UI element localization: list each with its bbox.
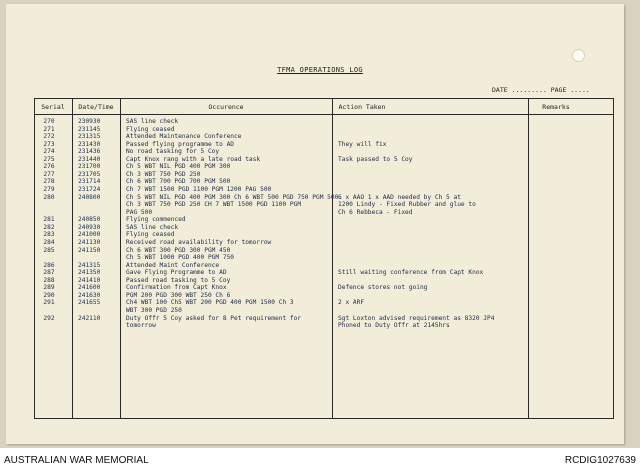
serial-number: 277 (43, 170, 55, 178)
serial-number: 271 (43, 125, 55, 133)
serial-number: 291 (43, 299, 55, 307)
action-taken-text: Task passed to 5 Coy (338, 155, 413, 163)
occurrence-text: Confirmation from Capt Knox (126, 284, 227, 292)
header-occurence: Occurence (208, 103, 244, 111)
table-right-border (613, 98, 614, 418)
occurrence-text: Attended Maint Conference (126, 261, 220, 269)
serial-number: 270 (43, 118, 55, 125)
serial-number: 286 (43, 261, 55, 269)
header-datetime: Date/Time (78, 103, 114, 111)
occurrence-text: Ch 6 WBT 300 PGD 300 PGM 450 (126, 246, 231, 254)
date-time-group: 231436 (78, 148, 101, 156)
date-time-group: 231700 (78, 163, 101, 171)
column-divider-action (528, 98, 529, 418)
serial-number: 272 (43, 133, 55, 141)
serial-number: 279 (43, 186, 55, 194)
date-time-group: 241150 (78, 246, 101, 254)
date-time-group: 241410 (78, 276, 101, 284)
occurrence-text: Flying ceased (126, 231, 175, 239)
action-taken-text: 6 x AAO 1 x AAD needed by Ch 5 at (338, 193, 461, 201)
occurrence-text: Ch 5 WBT NIL PGD 400 PGM 300 (126, 163, 231, 171)
occurrence-text: Capt Knox rang with a late road task (126, 155, 261, 163)
serial-number: 278 (43, 178, 55, 186)
serial-number: 290 (43, 291, 55, 299)
occurrence-text: Duty Offr 5 Coy asked for 8 Pet requirement for (126, 314, 302, 322)
date-time-group: 241130 (78, 238, 101, 246)
serial-number: 276 (43, 163, 55, 171)
occurrence-text: Flying commenced (126, 216, 186, 224)
date-time-group: 241630 (78, 291, 101, 299)
occurrence-text: WBT 300 PGD 250 (126, 307, 182, 314)
serial-number: 285 (43, 246, 55, 254)
action-taken-text: They will fix (338, 140, 387, 148)
date-time-group: 242110 (78, 314, 101, 322)
occurrence-text: Ch 3 WBT 750 PGD 250 (126, 170, 201, 178)
occurrence-text: Flying ceased (126, 125, 175, 133)
date-time-group: 241000 (78, 231, 101, 239)
date-time-group: 241600 (78, 284, 101, 292)
date-time-group: 231315 (78, 133, 101, 141)
record-id: RCDIG1027639 (564, 455, 636, 466)
table-top-border (34, 98, 614, 99)
action-taken-text: Still waiting conference from Capt Knox (338, 269, 484, 277)
table-bottom-border (34, 418, 614, 419)
action-taken-text: 2 x ARF (338, 299, 365, 307)
serial-number: 289 (43, 284, 55, 292)
serial-number: 292 (43, 314, 55, 322)
occurrence-text: PGM 200 PGD 300 WBT 250 Ch 6 (126, 291, 231, 299)
serial-number: 280 (43, 193, 55, 201)
occurrence-text: SAS line check (126, 118, 179, 125)
date-time-group: 240850 (78, 216, 101, 224)
date-page-line: DATE ......... PAGE ..... (492, 86, 590, 94)
occurrence-text: Received road availability for tomorrow (126, 238, 272, 246)
column-divider-datetime (120, 98, 121, 418)
log-title: TFMA OPERATIONS LOG (277, 66, 363, 74)
date-time-group: 231430 (78, 140, 101, 148)
punch-hole (572, 49, 585, 62)
date-time-group: 241655 (78, 299, 101, 307)
header-action-taken: Action Taken (338, 103, 386, 111)
occurrence-text: Passed flying programme to AD (126, 140, 235, 148)
occurrence-text: Gave Flying Programme to AD (126, 269, 227, 277)
action-taken-text: Defence stores not going (338, 284, 428, 292)
action-taken-text: 1200 Lindy - Fixed Rubber and glue to (338, 201, 476, 209)
date-time-group: 241350 (78, 269, 101, 277)
serial-number: 274 (43, 148, 55, 156)
occurrence-text: Ch4 WBT 100 Ch5 WBT 200 PGD 400 PGM 1500 Ch 3 (126, 299, 294, 307)
action-taken-text: Sgt Loxton advised requirement as 8320 JP4 (338, 314, 495, 322)
serial-number: 287 (43, 269, 55, 277)
occurrence-text: tomorrow (126, 322, 156, 330)
column-divider-occurence (332, 98, 333, 418)
date-time-group: 240800 (78, 193, 101, 201)
column-divider-serial (72, 98, 73, 418)
date-time-group: 231145 (78, 125, 101, 133)
occurrence-text: Ch 7 WBT 1500 PGD 1100 PGM 1200 PAG 500 (126, 186, 272, 194)
serial-number: 282 (43, 223, 55, 231)
date-time-group: 231724 (78, 186, 101, 194)
serial-number: 283 (43, 231, 55, 239)
serial-number: 273 (43, 140, 55, 148)
action-taken-text: Ch 6 Rebbeca - Fixed (338, 208, 413, 216)
occurrence-text: Attended Maintenance Conference (126, 133, 242, 141)
occurrence-text: No road tasking for 5 Coy (126, 148, 220, 156)
header-serial: Serial (41, 103, 65, 111)
occurrence-text: Ch 5 WBT 1000 PGD 400 PGM 750 (126, 254, 235, 262)
occurrence-text: Passed road tasking to 5 Coy (126, 276, 231, 284)
occurrence-text: SAS line check (126, 223, 179, 231)
occurrence-text: Ch 6 WBT 700 PGD 700 PGM 500 (126, 178, 231, 186)
date-time-group: 231714 (78, 178, 101, 186)
date-time-group: 230930 (78, 118, 101, 125)
serial-number: 288 (43, 276, 55, 284)
date-time-group: 231440 (78, 155, 101, 163)
date-time-group: 241315 (78, 261, 101, 269)
occurrence-text: Ch 5 WBT NIL PGD 400 PGM 300 Ch 6 WBT 500 PGD 750 PGM 500. (126, 193, 343, 201)
occurrence-text: Ch 3 WBT 750 PGD 250 CH 7 WBT 1500 PGD 1100 PGM (126, 201, 302, 209)
action-taken-text: Phoned to Duty Offr at 2145hrs (338, 322, 450, 330)
date-time-group: 231705 (78, 170, 101, 178)
serial-number: 275 (43, 155, 55, 163)
serial-number: 284 (43, 238, 55, 246)
header-remarks: Remarks (542, 103, 570, 111)
archive-credit: AUSTRALIAN WAR MEMORIAL (4, 455, 149, 466)
serial-number: 281 (43, 216, 55, 224)
occurrence-text: PAG 500 (126, 208, 153, 216)
date-time-group: 240930 (78, 223, 101, 231)
table-header-divider (34, 114, 614, 115)
